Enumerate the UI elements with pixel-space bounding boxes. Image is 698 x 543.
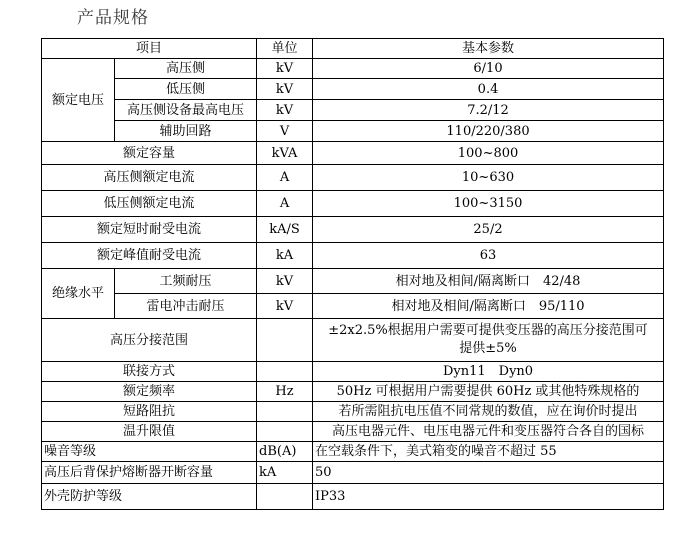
table-row xyxy=(42,382,664,402)
row-value: 在空载条件下，美式箱变的噪音不超过 55 xyxy=(313,442,664,462)
row-unit: kVA xyxy=(257,142,313,165)
table-row xyxy=(42,294,664,319)
row-value: IP33 xyxy=(313,484,664,510)
row-name: 高压侧设备最高电压 xyxy=(115,100,257,121)
row-value-line: ±2x2.5%根据用户需要可提供变压器的高压分接范围可 xyxy=(328,323,648,338)
row-unit: kV xyxy=(257,59,313,79)
row-value: 高压电器元件、电压电器元件和变压器符合各自的国标 xyxy=(313,422,664,442)
row-value xyxy=(313,319,664,362)
row-name: 短路阻抗 xyxy=(42,402,257,422)
row-name: 工频耐压 xyxy=(115,269,257,294)
row-name: 辅助回路 xyxy=(115,121,257,142)
row-name: 外壳防护等级 xyxy=(42,484,257,510)
table-row xyxy=(42,462,664,484)
row-name: 低压侧 xyxy=(115,79,257,100)
row-unit: kV xyxy=(257,79,313,100)
row-value: 110/220/380 xyxy=(313,121,664,142)
table-row xyxy=(42,165,664,191)
table-row xyxy=(42,269,664,294)
row-value: 若所需阻抗电压值不同常规的数值，应在询价时提出 xyxy=(313,402,664,422)
row-unit: kA xyxy=(257,243,313,269)
row-unit: kV xyxy=(257,294,313,319)
row-unit: kV xyxy=(257,100,313,121)
row-name: 低压侧额定电流 xyxy=(42,191,257,217)
table-row xyxy=(42,191,664,217)
row-unit xyxy=(257,319,313,362)
row-value: 10~630 xyxy=(313,165,664,191)
table-row xyxy=(42,217,664,243)
table-row xyxy=(42,142,664,165)
page-title: 产品规格 xyxy=(77,8,149,28)
table-row xyxy=(42,362,664,382)
table-row xyxy=(42,402,664,422)
table-row xyxy=(42,422,664,442)
row-name: 高压分接范围 xyxy=(42,319,257,362)
row-value: 50Hz 可根据用户需要提供 60Hz 或其他特殊规格的 xyxy=(313,382,664,402)
row-value: 63 xyxy=(313,243,664,269)
group-label: 绝缘水平 xyxy=(42,269,115,319)
row-name: 联接方式 xyxy=(42,362,257,382)
row-value: 100~800 xyxy=(313,142,664,165)
row-value: 50 xyxy=(313,462,664,484)
row-name: 额定短时耐受电流 xyxy=(42,217,257,243)
table-row xyxy=(42,59,664,79)
table-row xyxy=(42,100,664,121)
row-name: 高压侧额定电流 xyxy=(42,165,257,191)
row-unit: kA xyxy=(257,462,313,484)
row-value: 25/2 xyxy=(313,217,664,243)
row-name: 高压后背保护熔断器开断容量 xyxy=(42,462,257,484)
row-name: 额定容量 xyxy=(42,142,257,165)
header-unit: 单位 xyxy=(257,39,313,59)
row-unit xyxy=(257,402,313,422)
row-unit: V xyxy=(257,121,313,142)
row-unit xyxy=(257,422,313,442)
row-value-line: 提供±5% xyxy=(459,341,517,356)
row-unit xyxy=(257,484,313,510)
row-unit: dB(A) xyxy=(257,442,313,462)
row-value: 0.4 xyxy=(313,79,664,100)
row-unit: kV xyxy=(257,269,313,294)
row-name: 温升限值 xyxy=(42,422,257,442)
row-value: 100~3150 xyxy=(313,191,664,217)
header-param: 基本参数 xyxy=(313,39,664,59)
row-value: 7.2/12 xyxy=(313,100,664,121)
row-value: Dyn11 Dyn0 xyxy=(313,362,664,382)
row-name: 额定频率 xyxy=(42,382,257,402)
table-row xyxy=(42,121,664,142)
header-item: 项目 xyxy=(42,39,257,59)
row-name: 额定峰值耐受电流 xyxy=(42,243,257,269)
table-row xyxy=(42,319,664,362)
row-value: 6/10 xyxy=(313,59,664,79)
row-name: 高压侧 xyxy=(115,59,257,79)
row-unit: kA/S xyxy=(257,217,313,243)
row-name: 雷电冲击耐压 xyxy=(115,294,257,319)
row-unit xyxy=(257,362,313,382)
row-unit: Hz xyxy=(257,382,313,402)
row-unit: A xyxy=(257,191,313,217)
row-value: 相对地及相间/隔离断口 42/48 xyxy=(313,269,664,294)
row-unit: A xyxy=(257,165,313,191)
header-row xyxy=(42,39,664,59)
table-row xyxy=(42,243,664,269)
spec-table xyxy=(41,38,664,510)
row-value: 相对地及相间/隔离断口 95/110 xyxy=(313,294,664,319)
table-row xyxy=(42,442,664,462)
row-name: 噪音等级 xyxy=(42,442,257,462)
group-label: 额定电压 xyxy=(42,59,115,142)
table-row xyxy=(42,484,664,510)
table-row xyxy=(42,79,664,100)
